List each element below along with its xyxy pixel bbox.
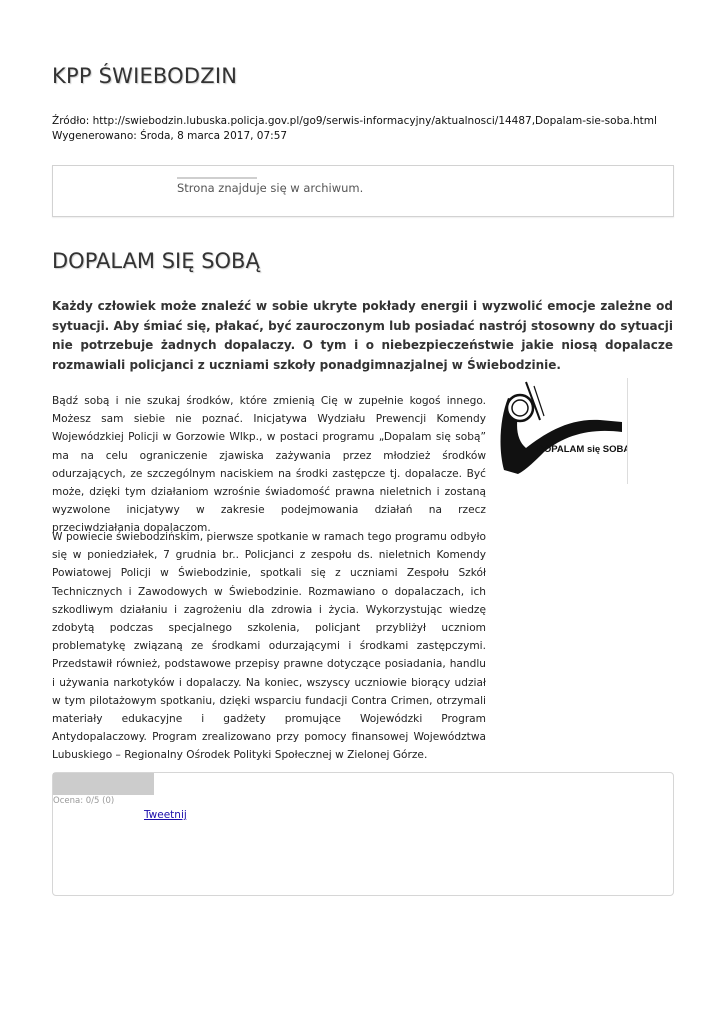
site-title: KPP ŚWIEBODZIN [52,64,238,88]
generated-date: Wygenerowano: Środa, 8 marca 2017, 07:57 [52,129,288,142]
archive-message: Strona znajduje się w archiwum. [177,181,364,195]
article-paragraph: W powiecie świebodzińskim, pierwsze spotkanie w ramach tego programu odbyło się w poniedziałek, 7 grudnia br.. Policjanci z zespołu ds. nieletnich Komendy Powiatowej Policji w Świebodzinie, spotkali się z uczniami Zespołu Szkół Technicznych i Zawodowych w Świebodzinie. Rozmawiano o dopalaczach, ich szkodliwym działaniu i zagrożeniu dla zdrowia i życia. Wykorzystując wiedzę zdobytą podczas specjalnego szkolenia, policjant przybliżył uczniom problematykę związaną ze środkami odurzającymi i środkami zastępczymi. Przedstawił również, podstawowe przepisy prawne dotyczące posiadania, handlu i używania narkotyków i dopalaczy. Na koniec, wszyscy uczniowie biorący udział w tym pilotażowym spotkaniu, dzięki wsparciu fundacji Contra Crimen, otrzymali materiały edukacyjne i gadżety promujące Wojewódzki Program Antydopalaczowy. Program zrealizowano przy pomocy finansowej Województwa Lubuskiego – Regionalny Ośrodek Polityki Społecznej w Zielonej Górze. [52,531,486,762]
campaign-logo [496,378,628,484]
campaign-logo-image [496,378,627,484]
article-lead: Każdy człowiek może znaleźć w sobie ukryte pokłady energii i wyzwolić emocje zależne od sytuacji. Aby śmiać się, płakać, być zauroczonym lub posiadać nastrój stosowny do sytuacji nie potrzebuje żadnych dopalaczy. O tym i o niebezpieczeństwie jakie niosą dopalacze rozmawiali policjanci z uczniami szkoły ponadgimnazjalnej w Świebodzinie. [52,299,673,372]
article-footer [52,772,674,896]
article-title: DOPALAM SIĘ SOBĄ [52,249,260,273]
rating-stars[interactable] [53,773,154,795]
archive-notice [52,165,674,217]
source-url: Źródło: http://swiebodzin.lubuska.policja.gov.pl/go9/serwis-informacyjny/aktualnosci/14487,Dopalam-sie-soba.html [52,115,657,127]
rating-text: Ocena: 0/5 (0) [53,796,115,806]
logo-text: DOPALAM się SOBĄ [537,444,627,455]
tweet-link[interactable]: Tweetnij [144,809,187,821]
page-meta [52,114,692,143]
archive-divider [177,177,257,179]
article-paragraph: Bądź sobą i nie szukaj środków, które zmienią Cię w zupełnie kogoś innego. Możesz sam siebie nie poznać. Inicjatywa Wydziału Prewencji Komendy Wojewódzkiej Policji w Gorzowie Wlkp., w postaci programu „Dopalam się sobą” ma na celu ograniczenie zjawiska zażywania przez młodzież środków odurzających, ze szczególnym naciskiem na środki zastępcze tj. dopalacze. Być może, dzięki tym działaniom wzrośnie świadomość prawna nieletnich i zostaną wyzwolone inicjatywy w zakresie podejmowania działań na rzecz przeciwdziałania dopalaczom. [52,395,486,535]
